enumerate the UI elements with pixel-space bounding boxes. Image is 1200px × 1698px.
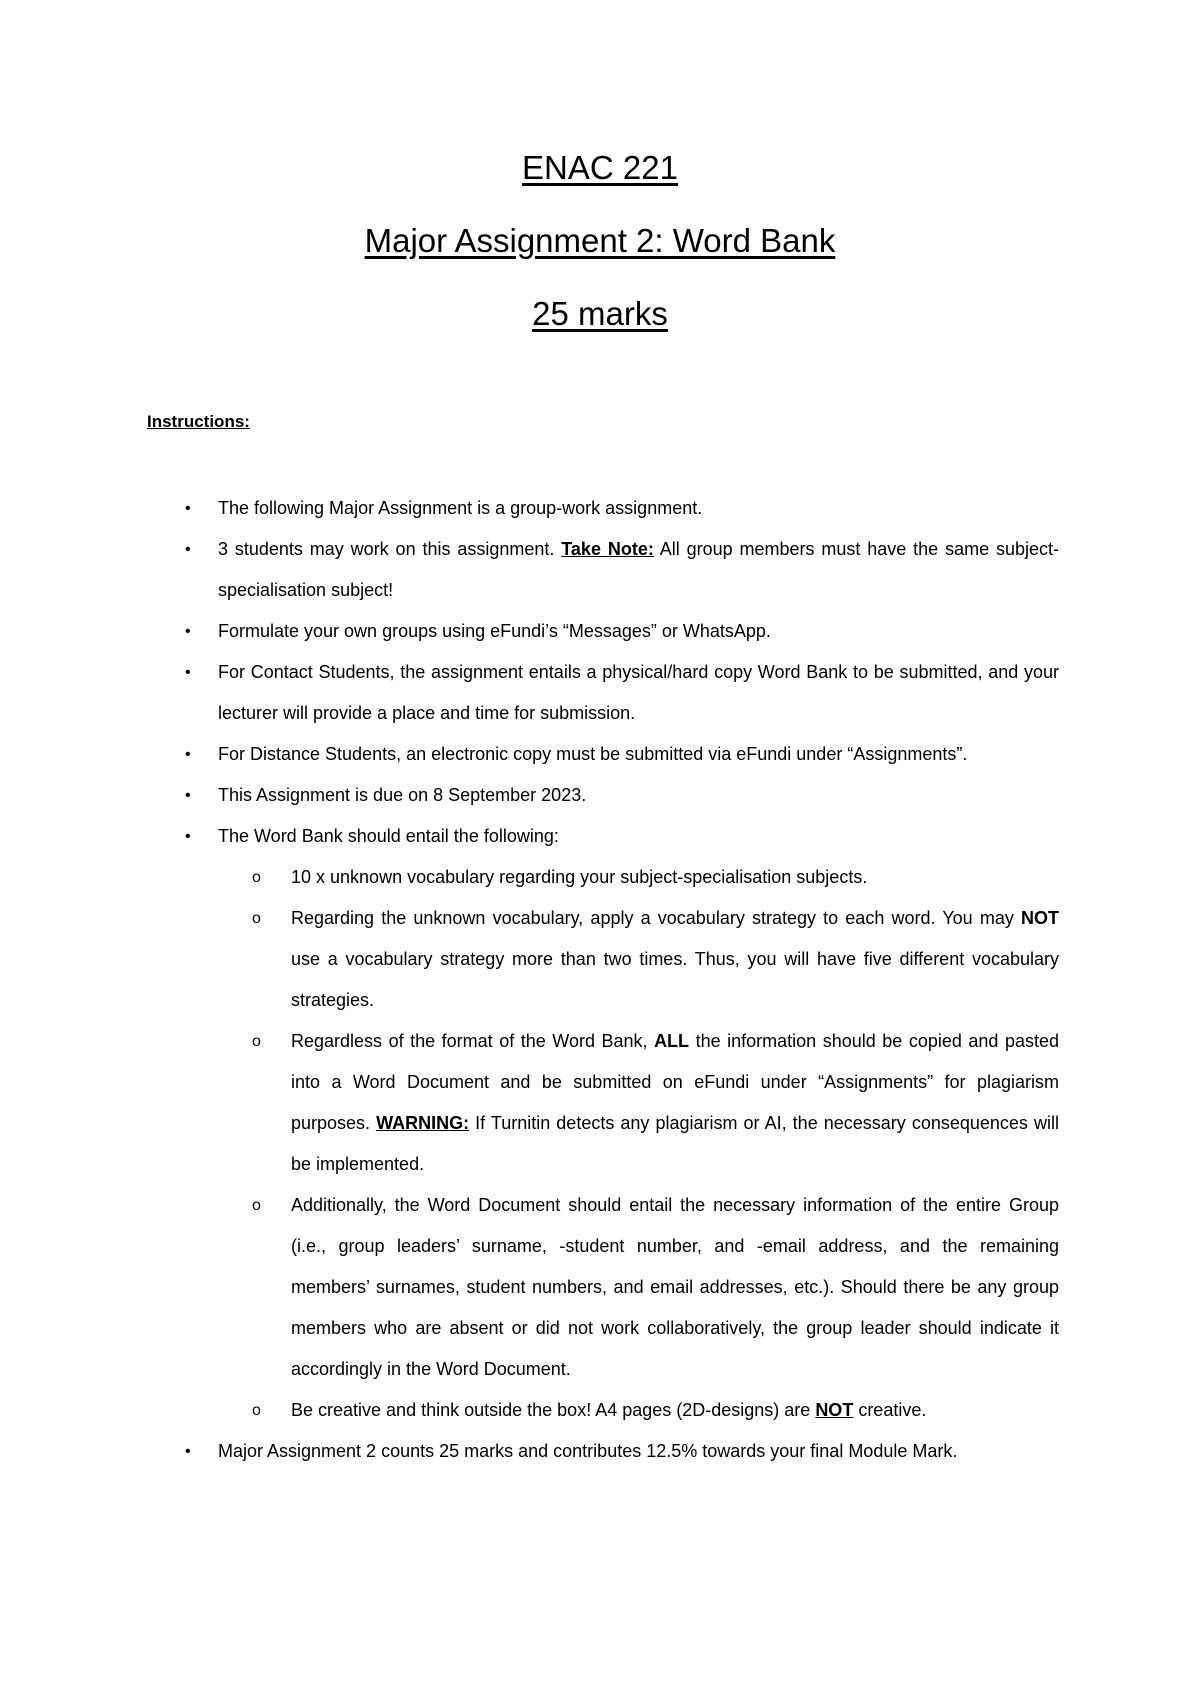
bullet-text: 3 students may work on this assignment. [218, 539, 562, 559]
emphasis-not-creative: NOT [815, 1400, 854, 1420]
take-note-label: Take Note: [561, 539, 654, 559]
course-code: ENAC 221 [522, 149, 678, 186]
sub-bullet-icon: o [252, 1402, 261, 1419]
sub-item-text: Regardless of the format of the Word Bank, [291, 1031, 655, 1051]
bullet-text: Formulate your own groups using eFundi’s “Messages” or WhatsApp. [218, 621, 771, 641]
sub-bullet-icon: o [252, 1033, 261, 1050]
bullet-group-size [185, 529, 1059, 611]
sub-item-creative [252, 1390, 1059, 1431]
bullet-text: Major Assignment 2 counts 25 marks and contributes 12.5% towards your final Module Mark. [218, 1441, 958, 1461]
bullet-due-date [185, 775, 1059, 816]
bullet-marks-contribution [185, 1431, 1059, 1472]
bullet-text: All group members must have the same subject-specialisation subject! [218, 539, 1059, 600]
sub-item-vocabulary [252, 857, 1059, 898]
sub-item-text: Be creative and think outside the box! A4 pages (2D-designs) are [291, 1400, 816, 1420]
instructions-heading: Instructions: [147, 412, 250, 431]
bullet-icon: • [185, 664, 191, 681]
assignment-title: Major Assignment 2: Word Bank [364, 222, 836, 259]
bullet-icon: • [185, 787, 191, 804]
sub-item-text: the information should be copied and pasted into a Word Document and be submitted on eFundi under “Assignments” for plagiarism purposes. [291, 1031, 1059, 1133]
sub-item-text: creative. [853, 1400, 927, 1420]
title-block [0, 150, 1200, 369]
emphasis-not: NOT [1021, 908, 1059, 928]
bullet-icon: • [185, 623, 191, 640]
bullet-word-bank-contents [185, 816, 1059, 1431]
bullet-distance-students [185, 734, 1059, 775]
sub-item-text: If Turnitin detects any plagiarism or AI, the necessary consequences will be implemented. [291, 1113, 1059, 1174]
total-marks: 25 marks [532, 295, 668, 332]
bullet-formulate-groups [185, 611, 1059, 652]
bullet-icon: • [185, 500, 191, 517]
bullet-text: For Distance Students, an electronic copy must be submitted via eFundi under “Assignments”. [218, 744, 968, 764]
sub-item-text: Regarding the unknown vocabulary, apply a vocabulary strategy to each word. You may [291, 908, 1021, 928]
bullet-group-work [185, 488, 1059, 529]
bullet-text: For Contact Students, the assignment entails a physical/hard copy Word Bank to be submitted, and your lecturer will provide a place and time for submission. [218, 662, 1059, 723]
sub-item-text: use a vocabulary strategy more than two times. Thus, you will have five different vocabulary strategies. [291, 949, 1059, 1010]
sub-item-group-info [252, 1185, 1059, 1390]
sub-bullet-icon: o [252, 910, 261, 927]
instructions-body [0, 488, 1200, 1472]
bullet-icon: • [185, 1443, 191, 1460]
bullet-icon: • [185, 746, 191, 763]
sub-item-text: 10 x unknown vocabulary regarding your subject-specialisation subjects. [291, 867, 868, 887]
bullet-text: The Word Bank should entail the following: [218, 826, 559, 846]
sub-item-text: Additionally, the Word Document should entail the necessary information of the entire Group (i.e., group leaders’ surname, -student number, and -email address, and the remaining members’ surnames, student numbers, and email addresses, etc.). Should there be any group members who are absent or did not work collaboratively, the group leader should indicate it accordingly in the Word Document. [291, 1195, 1059, 1379]
sub-bullet-icon: o [252, 869, 261, 886]
bullet-text: The following Major Assignment is a group-work assignment. [218, 498, 703, 518]
emphasis-all: ALL [654, 1031, 690, 1051]
bullet-icon: • [185, 828, 191, 845]
instruction-list [0, 488, 1200, 1472]
bullet-contact-students [185, 652, 1059, 734]
word-bank-sub-list [218, 857, 1059, 1431]
sub-item-strategy [252, 898, 1059, 1021]
bullet-icon: • [185, 541, 191, 558]
sub-bullet-icon: o [252, 1197, 261, 1214]
bullet-text: This Assignment is due on 8 September 2023. [218, 785, 587, 805]
sub-item-format [252, 1021, 1059, 1185]
warning-label: WARNING: [376, 1113, 470, 1133]
